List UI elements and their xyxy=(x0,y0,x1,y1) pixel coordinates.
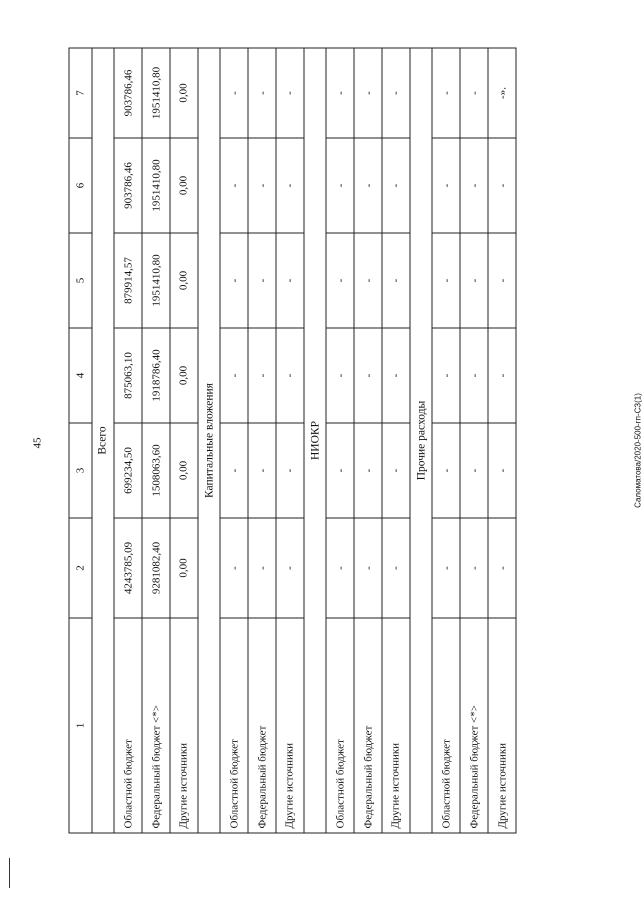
column-number-5: 5 xyxy=(69,233,92,328)
value-cell: - xyxy=(248,328,276,423)
value-cell: - xyxy=(326,233,354,328)
value-cell: - xyxy=(248,423,276,518)
value-cell: - xyxy=(354,518,382,618)
value-cell: - xyxy=(432,138,460,233)
value-cell: - xyxy=(248,518,276,618)
table-row xyxy=(170,48,198,833)
section-row xyxy=(198,48,221,833)
value-cell: 0,00 xyxy=(170,518,198,618)
value-cell: - xyxy=(432,328,460,423)
value-cell: - xyxy=(276,518,304,618)
document-code: Саломатова/2020-500-гп-СЗ(1) xyxy=(633,393,643,508)
row-label: Федеральный бюджет <*> xyxy=(142,618,170,833)
value-cell: 0,00 xyxy=(170,328,198,423)
value-cell: 879914,57 xyxy=(114,233,142,328)
value-cell: - xyxy=(460,233,488,328)
value-cell: 1508063,60 xyxy=(142,423,170,518)
value-cell: - xyxy=(382,518,410,618)
value-cell: - xyxy=(326,328,354,423)
value-cell: - xyxy=(488,138,516,233)
value-cell: - xyxy=(276,138,304,233)
section-title: Капитальные вложения xyxy=(198,48,221,833)
value-cell: - xyxy=(488,518,516,618)
value-cell: 1951410,80 xyxy=(142,138,170,233)
row-label: Федеральный бюджет xyxy=(354,618,382,833)
value-cell: - xyxy=(354,138,382,233)
value-cell: - xyxy=(354,48,382,138)
value-cell: - xyxy=(326,138,354,233)
table-row xyxy=(432,48,460,833)
row-label: Другие источники xyxy=(276,618,304,833)
table-row xyxy=(276,48,304,833)
value-cell: - xyxy=(276,48,304,138)
value-cell: 4243785,09 xyxy=(114,518,142,618)
value-cell: - xyxy=(460,423,488,518)
value-cell: - xyxy=(326,518,354,618)
value-cell: - xyxy=(488,423,516,518)
value-cell: - xyxy=(488,328,516,423)
table-row xyxy=(382,48,410,833)
value-cell: - xyxy=(432,233,460,328)
value-cell: - xyxy=(354,423,382,518)
value-cell: 903786,46 xyxy=(114,48,142,138)
column-number-2: 2 xyxy=(69,518,92,618)
value-cell: - xyxy=(276,423,304,518)
column-number-1: 1 xyxy=(69,618,92,833)
margin-rule xyxy=(9,858,10,888)
row-label: Областной бюджет xyxy=(114,618,142,833)
budget-table-body xyxy=(69,48,516,833)
value-cell: - xyxy=(354,328,382,423)
value-cell: - xyxy=(248,138,276,233)
budget-table-container xyxy=(69,49,517,834)
table-row xyxy=(220,48,248,833)
section-row xyxy=(410,48,433,833)
row-label: Областной бюджет xyxy=(432,618,460,833)
value-cell: - xyxy=(460,48,488,138)
section-row xyxy=(304,48,327,833)
value-cell: - xyxy=(382,233,410,328)
value-cell: - xyxy=(382,328,410,423)
column-number-4: 4 xyxy=(69,328,92,423)
section-title: НИОКР xyxy=(304,48,327,833)
value-cell: - xyxy=(220,328,248,423)
value-cell: 0,00 xyxy=(170,423,198,518)
section-row xyxy=(92,48,115,833)
page-number: 45 xyxy=(31,437,44,449)
value-cell: 875063,10 xyxy=(114,328,142,423)
value-cell: - xyxy=(354,233,382,328)
value-cell: - xyxy=(382,423,410,518)
section-title: Всего xyxy=(92,48,115,833)
row-label: Областной бюджет xyxy=(220,618,248,833)
value-cell: 1918786,40 xyxy=(142,328,170,423)
row-label: Другие источники xyxy=(382,618,410,833)
row-label: Областной бюджет xyxy=(326,618,354,833)
section-title: Прочие расходы xyxy=(410,48,433,833)
table-row xyxy=(488,48,516,833)
value-cell: - xyxy=(220,518,248,618)
value-cell: - xyxy=(432,518,460,618)
value-cell: 903786,46 xyxy=(114,138,142,233)
row-label: Федеральный бюджет <*> xyxy=(460,618,488,833)
value-cell: 1951410,80 xyxy=(142,48,170,138)
column-number-7: 7 xyxy=(69,48,92,138)
value-cell: - xyxy=(220,138,248,233)
table-row xyxy=(142,48,170,833)
header-row xyxy=(69,48,92,833)
value-cell: - xyxy=(220,423,248,518)
value-cell: - xyxy=(460,518,488,618)
column-number-3: 3 xyxy=(69,423,92,518)
row-label: Федеральный бюджет xyxy=(248,618,276,833)
table-row xyxy=(114,48,142,833)
column-number-6: 6 xyxy=(69,138,92,233)
value-cell: - xyxy=(326,423,354,518)
table-row xyxy=(460,48,488,833)
value-cell: 1951410,80 xyxy=(142,233,170,328)
value-cell: - xyxy=(220,48,248,138)
value-cell: - xyxy=(432,48,460,138)
value-cell: 0,00 xyxy=(170,48,198,138)
value-cell: - xyxy=(276,328,304,423)
table-row xyxy=(354,48,382,833)
value-cell: 0,00 xyxy=(170,138,198,233)
value-cell: - xyxy=(432,423,460,518)
table-row xyxy=(248,48,276,833)
value-cell: 0,00 xyxy=(170,233,198,328)
row-label: Другие источники xyxy=(170,618,198,833)
budget-table xyxy=(69,48,517,834)
value-cell: - xyxy=(460,138,488,233)
row-label: Другие источники xyxy=(488,618,516,833)
value-cell: -». xyxy=(488,48,516,138)
value-cell: - xyxy=(248,233,276,328)
table-row xyxy=(326,48,354,833)
value-cell: - xyxy=(460,328,488,423)
value-cell: - xyxy=(382,48,410,138)
value-cell: - xyxy=(276,233,304,328)
value-cell: - xyxy=(488,233,516,328)
value-cell: 699234,50 xyxy=(114,423,142,518)
value-cell: - xyxy=(326,48,354,138)
value-cell: 9281082,40 xyxy=(142,518,170,618)
value-cell: - xyxy=(248,48,276,138)
value-cell: - xyxy=(382,138,410,233)
value-cell: - xyxy=(220,233,248,328)
